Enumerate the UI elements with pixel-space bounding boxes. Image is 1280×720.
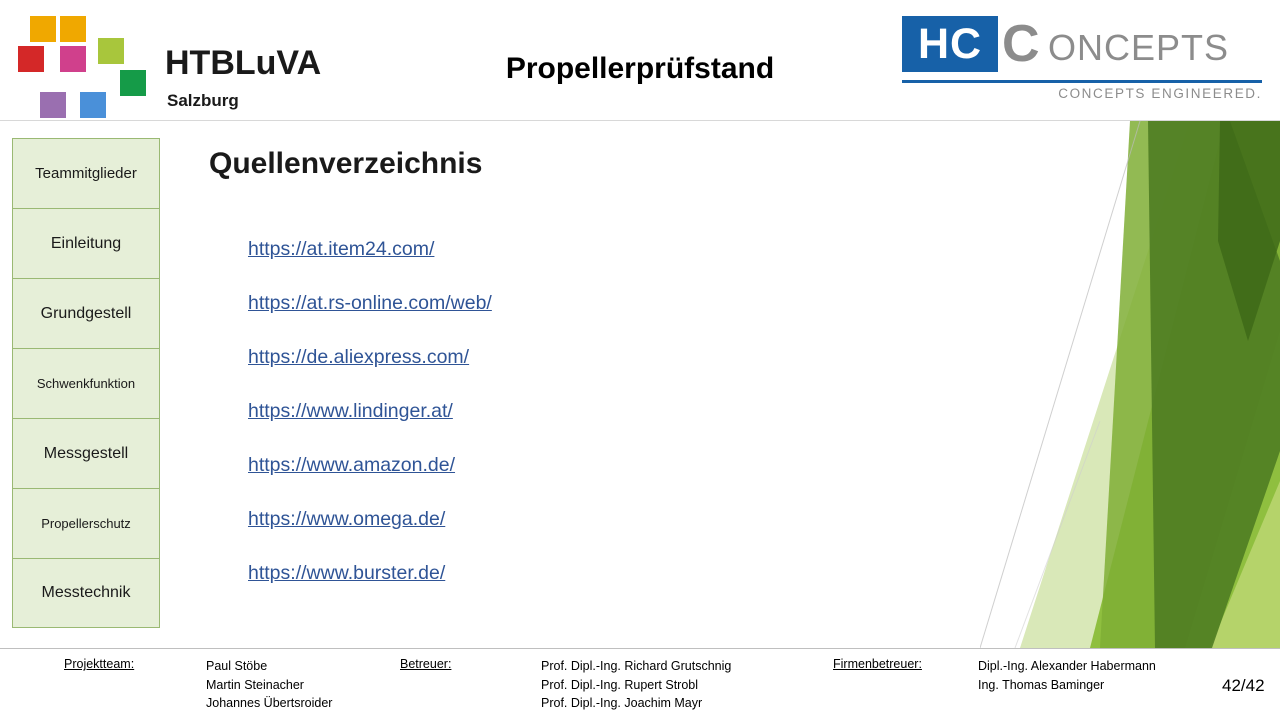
logo-dot <box>120 70 146 96</box>
page-number: 42/42 <box>1222 676 1265 695</box>
logo-dot <box>40 92 66 118</box>
list-item <box>248 238 948 292</box>
logo-dot <box>80 92 106 118</box>
sidebar-item-einleitung[interactable] <box>12 208 160 278</box>
slide-footer <box>0 649 1280 720</box>
sidebar-item-label: Messgestell <box>43 444 129 462</box>
list-item <box>248 346 948 400</box>
slide-header <box>0 0 1280 121</box>
sidebar-item-propellerschutz[interactable] <box>12 488 160 558</box>
list-item <box>248 508 948 562</box>
logo-dot <box>60 16 86 42</box>
hc-logo-oncepts: ONCEPTS <box>1048 27 1230 68</box>
htbluva-logo <box>10 8 360 113</box>
logo-dot <box>30 16 56 42</box>
sidebar-item-label: Messtechnik <box>41 584 131 601</box>
supervisor-list <box>541 657 731 713</box>
source-link-list <box>248 238 948 616</box>
source-link[interactable]: https://www.amazon.de/ <box>248 454 456 476</box>
list-item <box>248 292 948 346</box>
sidebar-item-grundgestell[interactable] <box>12 278 160 348</box>
hc-logo-tagline: CONCEPTS ENGINEERED. <box>1058 86 1262 101</box>
source-link[interactable]: https://www.burster.de/ <box>248 562 446 584</box>
page-title: Quellenverzeichnis <box>209 147 483 180</box>
sidebar-item-label: Schwenkfunktion <box>36 376 136 391</box>
hc-logo-c: C <box>1002 15 1040 73</box>
source-link[interactable]: https://de.aliexpress.com/ <box>248 346 470 368</box>
logo-dot <box>18 46 44 72</box>
sidebar-item-label: Propellerschutz <box>41 516 131 531</box>
sidebar-item-label: Einleitung <box>50 234 122 252</box>
supervisor: Prof. Dipl.-Ing. Rupert Strobl <box>541 677 699 692</box>
supervisor: Prof. Dipl.-Ing. Richard Grutschnig <box>541 659 732 673</box>
logo-dot <box>98 38 124 64</box>
sidebar-item-messgestell[interactable] <box>12 418 160 488</box>
source-link[interactable]: https://www.lindinger.at/ <box>248 400 453 422</box>
hc-concepts-logo <box>902 14 1262 109</box>
supervisor: Prof. Dipl.-Ing. Joachim Mayr <box>541 696 703 710</box>
company-supervisor: Dipl.-Ing. Alexander Habermann <box>978 659 1156 673</box>
team-member: Johannes Übertsroider <box>206 696 333 710</box>
hc-logo-mark: HC <box>902 16 998 72</box>
supervisor-label: Betreuer: <box>400 657 452 671</box>
source-link[interactable]: https://www.omega.de/ <box>248 508 446 530</box>
list-item <box>248 562 948 616</box>
source-link[interactable]: https://at.item24.com/ <box>248 238 435 260</box>
company-supervisor: Ing. Thomas Baminger <box>978 677 1105 692</box>
sidebar-item-label: Teammitglieder <box>35 165 137 182</box>
sidebar-item-label: Grundgestell <box>40 304 132 322</box>
htbluva-logo-name: HTBLuVA <box>165 44 322 82</box>
slide-section-nav[interactable] <box>12 138 160 628</box>
presentation-title: Propellerprüfstand <box>505 52 775 85</box>
team-member: Paul Stöbe <box>206 659 268 673</box>
sidebar-item-teammitglieder[interactable] <box>12 138 160 208</box>
team-member: Martin Steinacher <box>206 677 304 692</box>
green-shapes-svg <box>980 121 1280 648</box>
company-supervisor-list <box>978 657 1156 694</box>
logo-dot <box>60 46 86 72</box>
sidebar-item-messtechnik[interactable] <box>12 558 160 628</box>
company-supervisor-label: Firmenbetreuer: <box>833 657 922 671</box>
list-item <box>248 400 948 454</box>
list-item <box>248 454 948 508</box>
project-team-members <box>206 657 332 713</box>
source-link[interactable]: https://at.rs-online.com/web/ <box>248 292 492 314</box>
decorative-green-graphic <box>980 121 1280 648</box>
hc-logo-rule <box>902 80 1262 83</box>
project-team-label: Projektteam: <box>64 657 135 671</box>
sidebar-item-schwenkfunktion[interactable] <box>12 348 160 418</box>
htbluva-logo-subtitle: Salzburg <box>167 91 239 110</box>
htbluva-logo-dots <box>10 8 145 113</box>
